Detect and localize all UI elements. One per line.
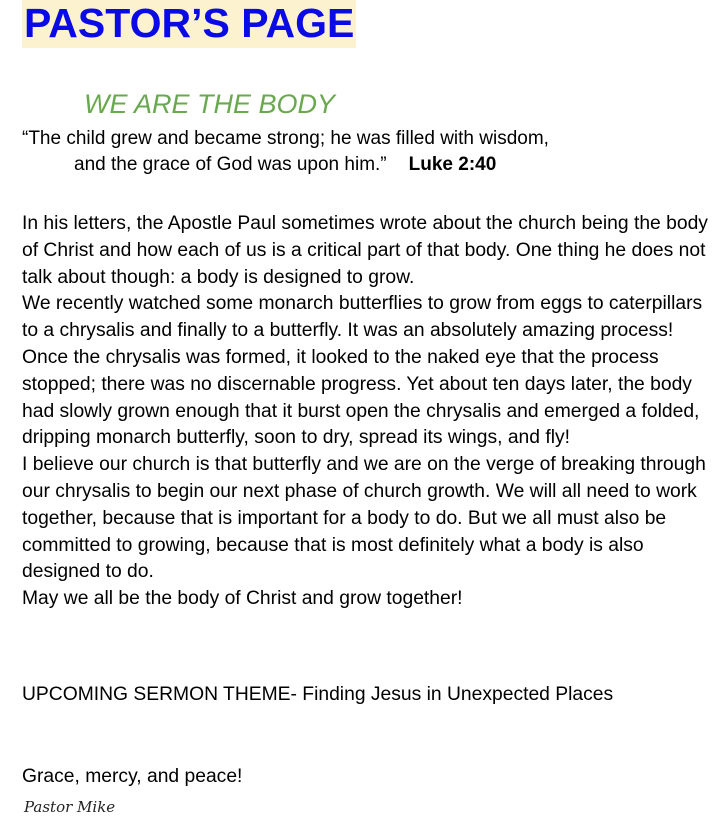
scripture-quote (22, 126, 712, 178)
article-subtitle: WE ARE THE BODY (84, 89, 336, 119)
upcoming-sermon-theme: UPCOMING SERMON THEME- Finding Jesus in Unexpected Places (22, 684, 614, 705)
article-body (22, 211, 712, 613)
body-paragraph: In his letters, the Apostle Paul sometimes wrote about the church being the body of Christ and how each of us is a critical part of that body. One thing he does not talk about though: a body is designed to grow. (22, 213, 708, 288)
body-paragraph: I believe our church is that butterfly and we are on the verge of breaking through our chrysalis to begin our next phase of church growth. We will all need to work together, because that is important for a body to do. But we all must also be committed to growing, because that is most definitely what a body is also designed to do. (22, 454, 706, 583)
scripture-reference: Luke 2:40 (408, 154, 497, 175)
pastor-signature: Pastor Mike (24, 798, 116, 816)
quote-line-1: “The child grew and became strong; he was filled with wisdom, (22, 128, 549, 149)
body-paragraph: We recently watched some monarch butterflies to grow from eggs to caterpillars to a chrysalis and finally to a butterfly. It was an absolutely amazing process! Once the chrysalis was formed, it looked to the naked eye that the process stopped; there was no discernable progress. Yet about ten days later, the body had slowly grown enough that it burst open the chrysalis and emerged a folded, dripping monarch butterfly, soon to dry, spread its wings, and fly! (22, 293, 703, 449)
closing-greeting: Grace, mercy, and peace! (22, 766, 243, 787)
body-paragraph: May we all be the body of Christ and grow together! (22, 588, 463, 610)
quote-line-2-wrapper (22, 152, 712, 178)
page-title: PASTOR’S PAGE (24, 0, 355, 46)
quote-line-2: and the grace of God was upon him.” (74, 154, 387, 175)
